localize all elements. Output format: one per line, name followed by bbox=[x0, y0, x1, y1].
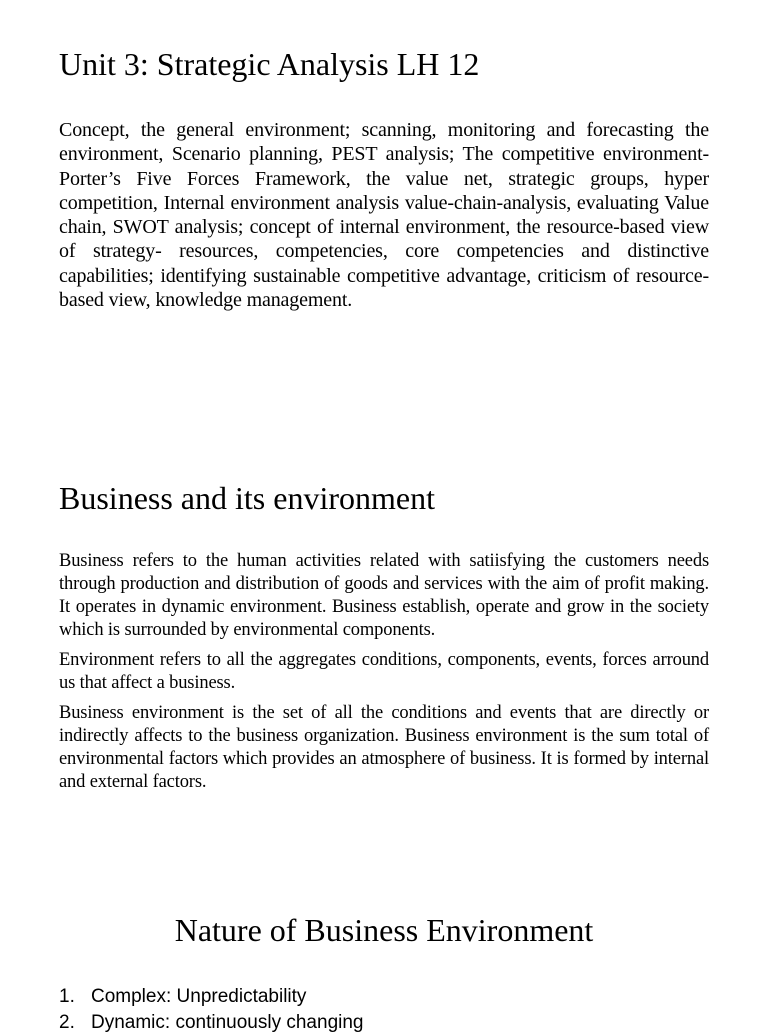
list-text: Dynamic: continuously changing bbox=[91, 1012, 364, 1033]
business-environment-definition-paragraph: Business environment is the set of all the conditions and events that are directly or indirectly affects to the business organization. Business environment is the sum total of environmental factors which provides an atmosphere of business. It is formed by internal and external factors. bbox=[59, 703, 709, 792]
unit-title: Unit 3: Strategic Analysis LH 12 bbox=[59, 46, 480, 82]
list-number: 2. bbox=[59, 1012, 75, 1033]
nature-list bbox=[59, 984, 364, 1036]
list-text: Complex: Unpredictability bbox=[91, 986, 307, 1007]
list-number: 1. bbox=[59, 986, 75, 1007]
business-environment-body bbox=[59, 550, 709, 801]
list-item bbox=[59, 1010, 364, 1036]
list-item bbox=[59, 984, 364, 1010]
syllabus-paragraph: Concept, the general environment; scanning, monitoring and forecasting the environment, Scenario planning, PEST analysis; The competitive environment- Porter’s Five Forces Framework, the value net, strategic groups, hyper competition, Internal environment analysis value-chain-analysis, evaluating Value chain, SWOT analysis; concept of internal environment, the resource-based view of strategy- resources, competencies, core competencies and distinctive capabilities; identifying sustainable competitive advantage, criticism of resource-based view, knowledge management. bbox=[59, 119, 709, 312]
nature-heading: Nature of Business Environment bbox=[174, 912, 594, 948]
business-definition-paragraph: Business refers to the human activities related with satiisfying the customers needs through production and distribution of goods and services with the aim of profit making. It operates in dynamic environment. Business establish, operate and grow in the society which is surrounded by environmental components. bbox=[59, 551, 709, 640]
business-environment-heading: Business and its environment bbox=[59, 480, 435, 516]
environment-definition-paragraph: Environment refers to all the aggregates conditions, components, events, forces arround us that affect a business. bbox=[59, 650, 709, 693]
